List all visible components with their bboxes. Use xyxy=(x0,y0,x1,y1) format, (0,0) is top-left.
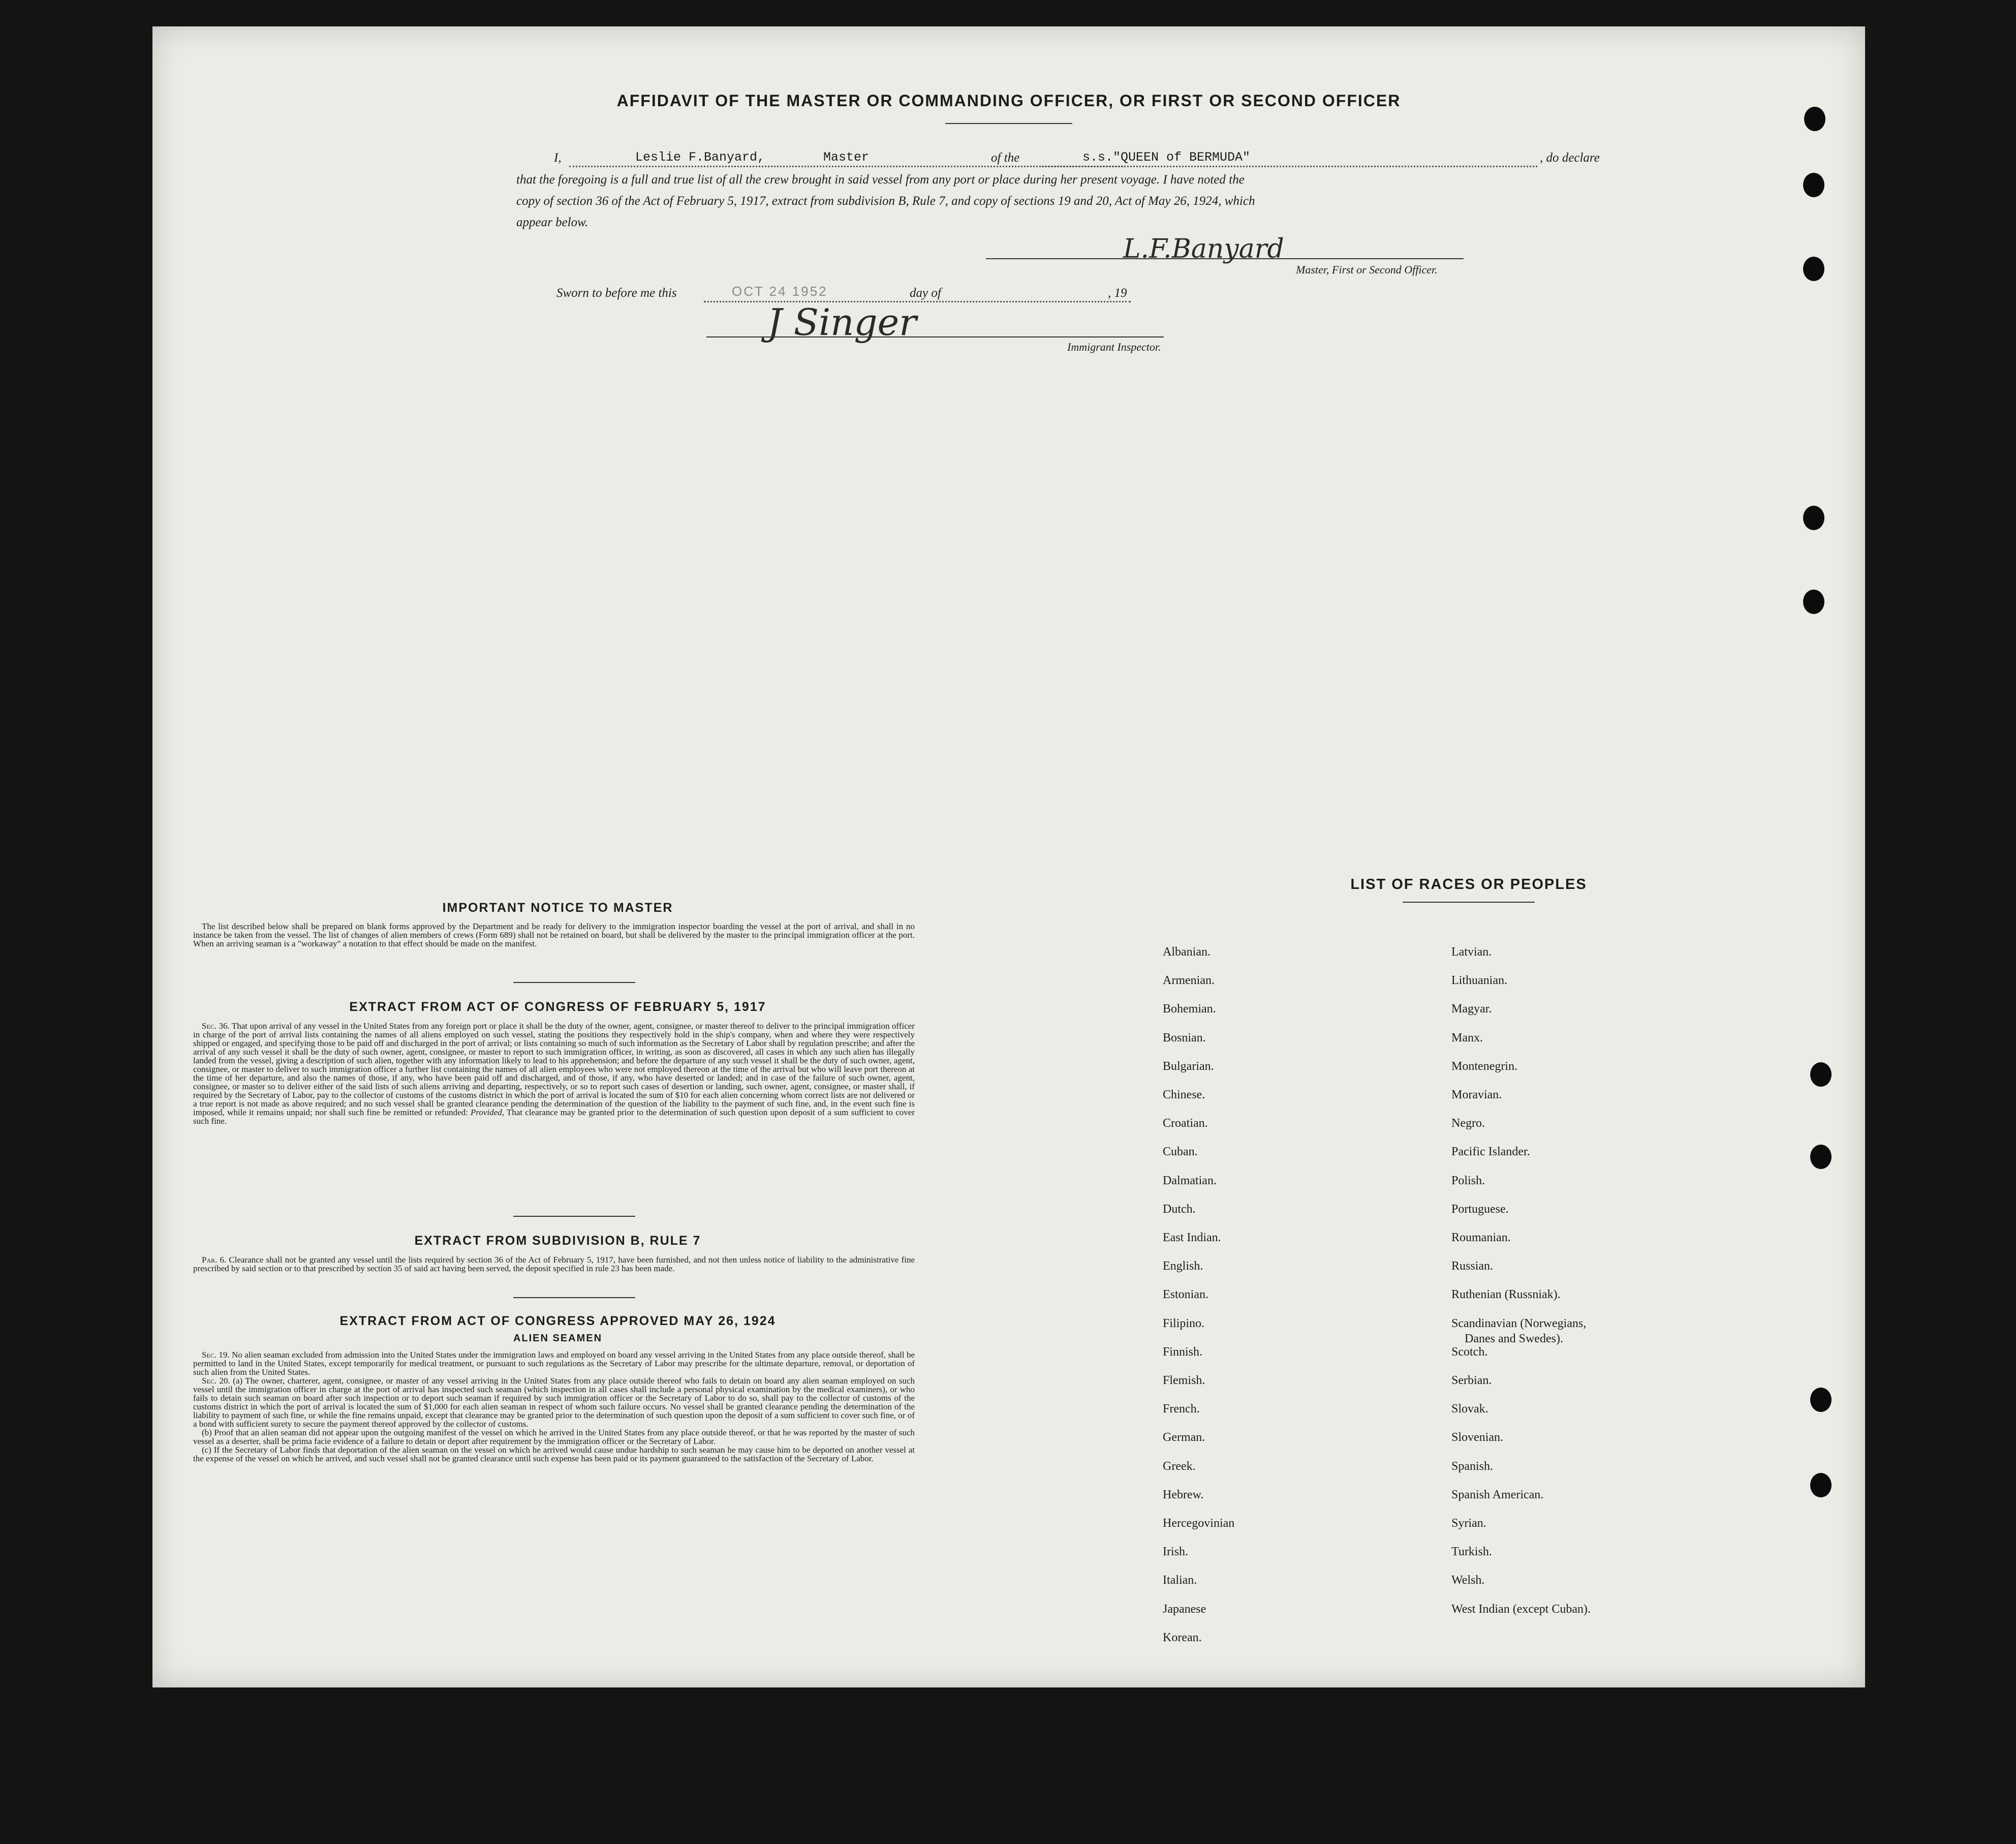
sec-20c-paragraph xyxy=(193,1446,915,1463)
punch-hole xyxy=(1803,173,1824,197)
race-item: Filipino. xyxy=(1163,1316,1205,1330)
race-item: German. xyxy=(1163,1431,1205,1445)
race-item: Polish. xyxy=(1451,1174,1485,1187)
affidavit-title: AFFIDAVIT OF THE MASTER OR COMMANDING OFFICER, OR FIRST OR SECOND OFFICER xyxy=(616,91,1401,110)
race-item: Hercegovinian xyxy=(1163,1517,1235,1530)
race-item: French. xyxy=(1163,1402,1200,1416)
punch-hole xyxy=(1810,1145,1832,1169)
punch-hole xyxy=(1803,590,1824,614)
race-item: West Indian (except Cuban). xyxy=(1451,1602,1591,1616)
race-item: Slovak. xyxy=(1451,1402,1488,1416)
master-signature: L.F.Banyard xyxy=(1123,234,1284,264)
race-item: Spanish. xyxy=(1451,1459,1494,1473)
document-page xyxy=(152,26,1865,1687)
race-item: Finnish. xyxy=(1163,1345,1203,1359)
race-item: Bohemian. xyxy=(1163,1002,1216,1016)
sec-19-label: Sec. 19. xyxy=(202,1350,230,1360)
race-item: Scotch. xyxy=(1451,1345,1488,1359)
race-item: Russian. xyxy=(1451,1259,1494,1273)
sworn-prefix: Sworn to before me this xyxy=(556,286,677,300)
do-declare-label: , do declare xyxy=(1540,151,1600,165)
race-item: Croatian. xyxy=(1163,1117,1208,1130)
race-item: Bulgarian. xyxy=(1163,1059,1214,1073)
year-suffix: , 19 xyxy=(1108,286,1127,300)
race-item: Dalmatian. xyxy=(1163,1174,1217,1187)
affidavit-line-4: appear below. xyxy=(516,216,588,229)
sec-36-text: That upon arrival of any vessel in the United States from any foreign port or place it shall be the duty of the owner, agent, consignee, or master thereof to deliver to the principal immigration officer in charge of the port of arrival lists containing the names of all aliens employed on such vessel, stating the positions they respectively hold in the ship's company, when and where they were respectively shipped or engaged, and specifying those to be paid off and discharged in the port of arrival; or lists containing so much of such information as the Secretary of Labor shall by regulation prescribe; and after the arrival of any such vessel it shall be the duty of such owner, agent, consignee, or master to report to such immigration officer, in writing, as soon as discovered, all cases in which any such alien has illegally landed from the vessel, giving a description of such alien, together with any information likely to lead to his apprehension; and before the departure of any such vessel it shall be the duty of such owner, agent, consignee, or master to deliver to such immigration officer a further list containing the names of all alien employees who were not employed thereon at the time of the arrival but who will leave port thereon at the time of her departure, and also the names of those, if any, who have been paid off and discharged, and of those, if any, who have deserted or landed; and in case of the failure of such owner, agent, consignee, or master so to deliver either of the said lists of such aliens arriving and departing, respectively, or so to report such cases of desertion or landing, such owner, agent, consignee, or master shall, if required by the Secretary of Labor, pay to the collector of customs of the customs district in which the port of arrival is located the sum of $10 for each alien concerning whom correct lists are not delivered or a true report is not made as above required; and no such vessel shall be granted clearance pending the determination of the question of the liability to the payment of such fine, and, in the event such fine is imposed, while it remains unpaid; nor shall such fine be remitted or refunded: xyxy=(193,1021,915,1117)
race-item: East Indian. xyxy=(1163,1231,1221,1244)
race-item: Magyar. xyxy=(1451,1002,1492,1016)
race-item: English. xyxy=(1163,1259,1203,1273)
sec-20c-text: (c) If the Secretary of Labor finds that deportation of the alien seaman on the vessel on which he arrived would cause undue hardship to such seaman he may cause him to be deported on another vessel at the expense of the vessel on which he arrived, and such vessel shall not be granted clearance until such expense has been paid or its payment guaranteed to the satisfaction of the Secretary of Labor. xyxy=(193,1445,915,1463)
act-1924-text xyxy=(193,1350,915,1463)
inspector-caption: Immigrant Inspector. xyxy=(1067,341,1161,353)
race-item: Portuguese. xyxy=(1451,1202,1509,1216)
inspector-signature-line xyxy=(706,336,1164,337)
of-the-label: of the xyxy=(991,151,1020,165)
notice-paragraph: The list described below shall be prepared on blank forms approved by the Department and be ready for delivery to the immigration inspector boarding the vessel at the port of arrival, and shall in no instance be taken from the vessel. The list of changes of alien members of crews (Form 689) shall not be retained on board, but shall be delivered by the master to the principal immigration officer at the port. When an arriving seaman is a "workaway" a notation to that effect should be made on the manifest. xyxy=(193,921,915,948)
race-item: Ruthenian (Russniak). xyxy=(1451,1288,1561,1302)
race-item: Estonian. xyxy=(1163,1288,1208,1302)
race-item: Pacific Islander. xyxy=(1451,1145,1530,1159)
alien-seamen-subheading: ALIEN SEAMEN xyxy=(513,1333,603,1344)
race-item: Armenian. xyxy=(1163,974,1215,988)
affidavit-line-2: that the foregoing is a full and true list of all the crew brought in said vessel from any port or place during her present voyage. I have noted the xyxy=(516,173,1245,187)
punch-hole xyxy=(1810,1388,1832,1412)
race-item: Turkish. xyxy=(1451,1545,1492,1559)
sec-20-label: Sec. 20. xyxy=(202,1376,230,1386)
master-rank: Master xyxy=(823,150,870,165)
races-divider xyxy=(1403,902,1535,903)
par-6-label: Par. 6. xyxy=(202,1255,227,1265)
punch-hole xyxy=(1810,1062,1832,1087)
vessel-name: s.s."QUEEN of BERMUDA" xyxy=(1082,150,1251,165)
race-item: Serbian. xyxy=(1451,1374,1492,1387)
race-item: Montenegrin. xyxy=(1451,1059,1517,1073)
notice-divider xyxy=(513,982,635,983)
race-item: Irish. xyxy=(1163,1545,1188,1559)
race-item: Welsh. xyxy=(1451,1574,1485,1587)
rule-7-text xyxy=(193,1255,915,1273)
race-item: Cuban. xyxy=(1163,1145,1198,1159)
notice-text xyxy=(193,922,915,948)
sec-20a-text: (a) The owner, charterer, agent, consignee, or master of any vessel arriving in the United States from any place outside thereof who fails to detain on board any alien seaman employed on such vessel until the immigration officer in charge at the port of arrival has inspected such seaman (which inspection in all cases shall include a personal physical examination by the medical examiners), or who fails to detain such seaman on board after such inspection or to deport such seaman if required by such immigration officer or the Secretary of Labor to do so, shall pay to the collector of customs of the customs district in which the port of arrival is located the sum of $1,000 for each alien seaman in respect of whom such failure occurs. No vessel shall be granted clearance pending the determination of the liability to payment of such fine, or while the fine remains unpaid, except that clearance may be granted prior to the determination of such question upon the deposit of a sum sufficient to cover such fine, or of a bond with sufficient surety to secure the payment thereof approved by the collector of customs. xyxy=(193,1376,915,1429)
race-item: Chinese. xyxy=(1163,1088,1205,1101)
race-item: Latvian. xyxy=(1451,945,1492,959)
punch-hole xyxy=(1810,1473,1832,1497)
affidavit-line-3: copy of section 36 of the Act of February 5, 1917, extract from subdivision B, Rule 7, and copy of sections 19 and 20, Act of May 26, 1924, which xyxy=(516,194,1255,208)
race-item: Spanish American. xyxy=(1451,1488,1544,1501)
sec-19-text: No alien seaman excluded from admission into the United States under the immigration laws and employed on board any vessel arriving in the United States from any place outside thereof, shall be permitted to land in the United States, except temporarily for medical treatment, or pursuant to such regulations as the Secretary of Labor may prescribe for the ultimate departure, removal, or deportation of such alien from the United States. xyxy=(193,1350,915,1377)
race-item: Danes and Swedes). xyxy=(1465,1332,1563,1345)
act-1917-divider xyxy=(513,1216,635,1217)
rule-7-heading: EXTRACT FROM SUBDIVISION B, RULE 7 xyxy=(414,1234,701,1248)
punch-hole xyxy=(1803,257,1824,281)
date-stamp: OCT 24 1952 xyxy=(732,284,828,299)
title-divider xyxy=(945,123,1072,124)
line1-prefix: I, xyxy=(554,151,562,165)
par-6-text: Clearance shall not be granted any vessel until the lists required by section 36 of the Act of February 5, 1917, have been furnished, and not then unless notice of liability to the administrative fine prescribed by said section or to that prescribed by section 35 of said act having been served, the deposit specified in rule 23 has been made. xyxy=(193,1255,915,1273)
race-item: Dutch. xyxy=(1163,1202,1196,1216)
race-item: Manx. xyxy=(1451,1031,1483,1044)
vessel-fill-line xyxy=(1039,166,1537,167)
race-item: Roumanian. xyxy=(1451,1231,1511,1244)
act-1924-heading: EXTRACT FROM ACT OF CONGRESS APPROVED MAY 26, 1924 xyxy=(339,1314,776,1328)
race-item: Syrian. xyxy=(1451,1517,1486,1530)
proviso-label: Provided, xyxy=(471,1108,504,1117)
act-1917-heading: EXTRACT FROM ACT OF CONGRESS OF FEBRUARY 5, 1917 xyxy=(349,1000,766,1014)
race-item: Bosnian. xyxy=(1163,1031,1206,1044)
race-item: Lithuanian. xyxy=(1451,974,1507,988)
master-caption: Master, First or Second Officer. xyxy=(1296,263,1438,276)
race-item: Moravian. xyxy=(1451,1088,1502,1101)
sec-36-label: Sec. 36. xyxy=(202,1021,230,1031)
race-item: Flemish. xyxy=(1163,1374,1205,1387)
sec-20b-text: (b) Proof that an alien seaman did not appear upon the outgoing manifest of the vessel on which he arrived in the United States from any place outside thereof, or that he was reported by the master of such vessel as a deserter, shall be prima facie evidence of a failure to detain or deport after requirement by the immigration officer or the Secretary of Labor. xyxy=(193,1428,915,1446)
sec-19-paragraph xyxy=(193,1350,915,1376)
day-of-label: day of xyxy=(910,286,941,300)
race-item: Albanian. xyxy=(1163,945,1211,959)
sec-20b-paragraph xyxy=(193,1428,915,1446)
races-heading: LIST OF RACES OR PEOPLES xyxy=(1350,876,1587,893)
notice-heading: IMPORTANT NOTICE TO MASTER xyxy=(442,901,673,915)
race-item: Japanese xyxy=(1163,1602,1206,1616)
sec-20a-paragraph xyxy=(193,1376,915,1428)
race-item: Italian. xyxy=(1163,1574,1197,1587)
punch-hole xyxy=(1804,107,1825,131)
affidavit-line-1 xyxy=(554,151,562,165)
act-1917-text xyxy=(193,1022,915,1125)
race-item: Hebrew. xyxy=(1163,1488,1204,1501)
race-item: Scandinavian (Norwegians, xyxy=(1451,1316,1587,1330)
race-item: Slovenian. xyxy=(1451,1431,1503,1445)
race-item: Korean. xyxy=(1163,1631,1202,1644)
punch-hole xyxy=(1803,506,1824,530)
rule-7-divider xyxy=(513,1297,635,1298)
master-name: Leslie F.Banyard, xyxy=(635,150,765,165)
race-item: Greek. xyxy=(1163,1459,1196,1473)
race-item: Negro. xyxy=(1451,1117,1485,1130)
master-signature-line xyxy=(986,258,1464,259)
proviso-text: That clearance may be granted prior to the determination of such question upon deposit of a sum sufficient to cover such fine. xyxy=(193,1108,915,1126)
inspector-signature: J Singer xyxy=(767,301,917,344)
